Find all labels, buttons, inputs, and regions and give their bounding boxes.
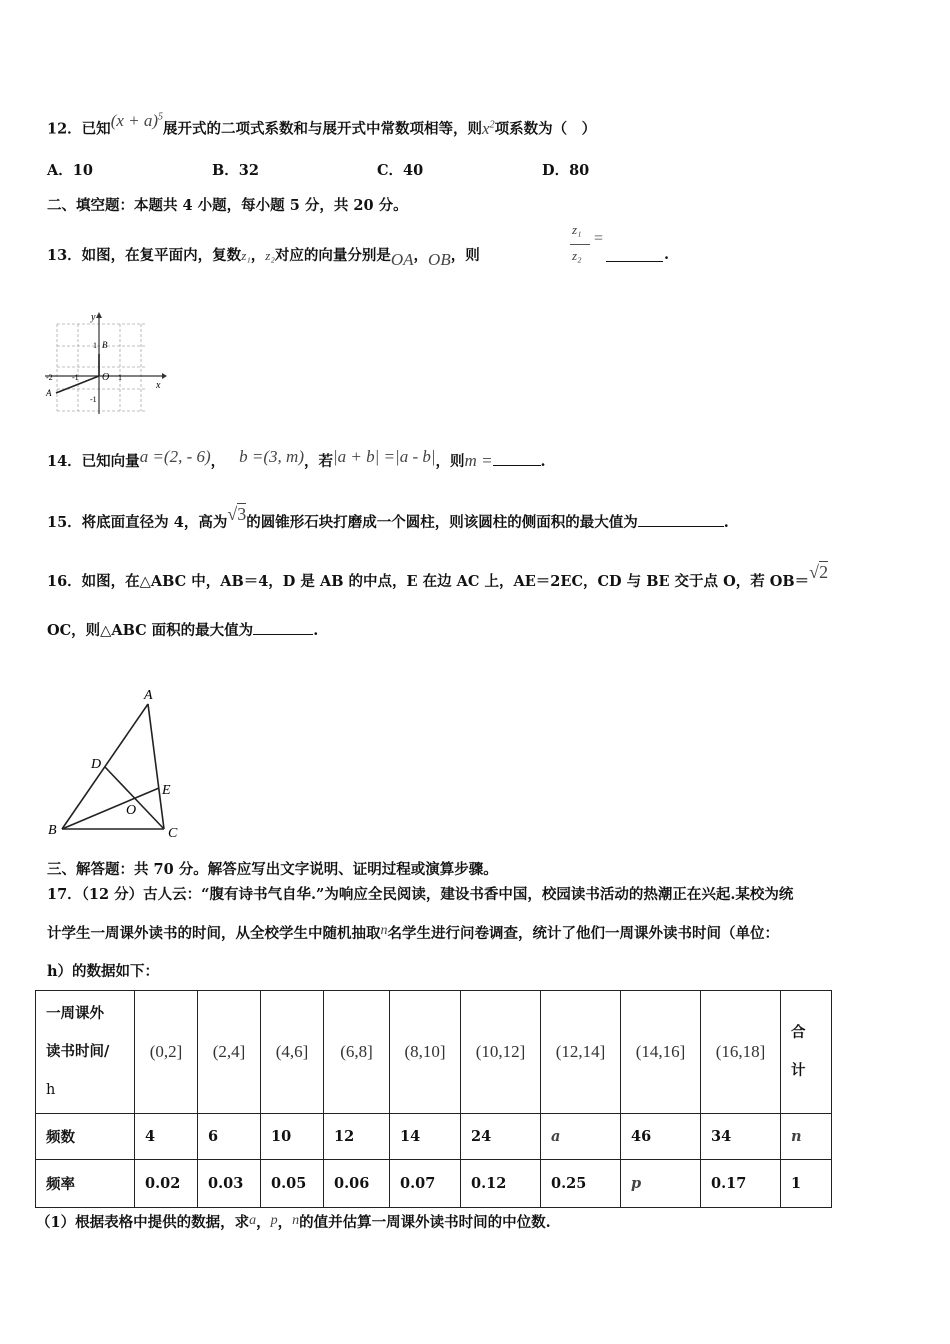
q13-x-arrow	[162, 373, 167, 379]
q12-stem	[47, 110, 597, 140]
q17-line3: h）的数据如下：	[47, 963, 160, 980]
q12-term-exp: 2	[489, 119, 495, 130]
interval-cell: (4,6]	[261, 991, 324, 1114]
q15-text: 的圆锥形石块打磨成一个圆柱，则该圆柱的侧面积的最大值为	[246, 514, 638, 531]
row-header-time-line3: h	[46, 1082, 56, 1098]
q12-text-end: 项系数为（ ）	[494, 120, 597, 138]
frequency-cell: 4	[135, 1114, 198, 1160]
total-header	[781, 991, 832, 1114]
q13-sep: ，	[250, 247, 266, 264]
q14-number: 14．已知向量	[47, 453, 140, 470]
frequency-cell: 10	[261, 1114, 324, 1160]
q16-line1	[47, 562, 829, 592]
table-row-interval	[36, 991, 832, 1114]
q16-end: .	[313, 622, 319, 639]
q12-number: 12．已知	[47, 120, 111, 138]
row-header-time	[36, 991, 135, 1114]
q16-label-a: A	[144, 688, 153, 703]
rate-cell: 0.02	[135, 1160, 198, 1208]
q17-line1: 17．（12 分）古人云：“腹有诗书气自华.”为响应全民阅读，建设书香中国，校园读书活动的热潮正在兴起.某校为统	[47, 886, 794, 903]
row-header-frequency: 频数	[36, 1114, 135, 1160]
q17-sub1-p: p	[270, 1213, 278, 1228]
rate-cell: 0.17	[701, 1160, 781, 1208]
q14-stem	[47, 447, 546, 472]
q13-tick-ym1: -1	[90, 395, 97, 404]
q17-line2b: 名学生进行问卷调查，统计了他们一周课外读书时间（单位：	[387, 925, 779, 942]
frequency-cell: 24	[461, 1114, 541, 1160]
q17-sub1-comma2: ，	[277, 1214, 293, 1231]
q17-sub1-text-a: （1）根据表格中提供的数据，求	[36, 1214, 250, 1231]
q12-text-mid: 展开式的二项式系数和与展开式中常数项相等，则	[163, 120, 483, 138]
total-header-line1: 合	[791, 1024, 806, 1041]
q12-expr	[111, 111, 163, 130]
q17-line2	[47, 924, 779, 945]
q12-term-base: x	[482, 118, 490, 138]
interval-cell: (6,8]	[324, 991, 390, 1114]
interval-cell: (10,12]	[461, 991, 541, 1114]
q15-stem	[47, 504, 729, 533]
q12-option-d[interactable]: D．80	[542, 162, 590, 179]
q13-fraction	[570, 222, 592, 270]
q13-frac-num: z₁	[572, 222, 582, 237]
interval-cell: (12,14]	[541, 991, 621, 1114]
q14-cond: |a + b| =|a - b|	[332, 447, 436, 466]
q13-stem	[47, 245, 480, 269]
q13-label-o: O	[102, 372, 110, 383]
q13-ob: OB	[428, 250, 451, 269]
q12-option-b[interactable]: B．32	[212, 162, 259, 179]
q15-sqrt: √3	[227, 504, 247, 524]
q13-text-mid: 对应的向量分别是	[274, 247, 391, 264]
q13-text-then: ，则	[450, 247, 480, 264]
frequency-cell: 34	[701, 1114, 781, 1160]
interval-cell: (2,4]	[198, 991, 261, 1114]
q12-option-a[interactable]: A．10	[47, 162, 93, 179]
q13-tick-xm2: -2	[46, 373, 53, 382]
q16-label-o: O	[126, 803, 137, 818]
q12-expr-exp: 5	[158, 111, 164, 122]
q14-b-expr: b =(3, m)	[239, 447, 304, 466]
q14-blank[interactable]	[493, 451, 541, 466]
rate-cell: 0.05	[261, 1160, 324, 1208]
interval-cell: (14,16]	[621, 991, 701, 1114]
q13-oa: OA	[390, 250, 414, 269]
q16-label-d: D	[91, 757, 102, 772]
frequency-cell: 12	[324, 1114, 390, 1160]
q16-label-c: C	[168, 826, 178, 841]
q13-label-x: x	[156, 380, 161, 391]
q13-frac-bar	[570, 244, 590, 245]
interval-cell: (0,2]	[135, 991, 198, 1114]
q17-sub1-text-b: 的值并估算一周课外读书时间的中位数.	[299, 1214, 551, 1231]
frequency-cell: n	[781, 1114, 832, 1160]
q17-line2a: 计学生一周课外读书的时间，从全校学生中随机抽取	[47, 925, 381, 942]
q12-option-c[interactable]: C．40	[377, 162, 424, 179]
q16-label-e: E	[162, 783, 171, 798]
q13-comma: ，	[413, 247, 429, 264]
q15-end: .	[723, 514, 729, 531]
q16-sqrt-val: 2	[819, 562, 829, 582]
rate-cell: 0.25	[541, 1160, 621, 1208]
total-header-line2: 计	[791, 1062, 806, 1079]
q13-tick-xm1: -1	[72, 373, 79, 382]
rate-cell: 0.03	[198, 1160, 261, 1208]
q13-figure	[40, 308, 170, 416]
q16-side-ac	[148, 704, 164, 829]
rate-cell: 0.07	[390, 1160, 461, 1208]
q16-blank[interactable]	[253, 620, 313, 635]
frequency-cell: 46	[621, 1114, 701, 1160]
q13-label-y: y	[91, 312, 96, 323]
row-header-time-line1: 一周课外	[46, 1005, 104, 1022]
q12-term	[482, 119, 495, 138]
q13-tick-y1: 1	[93, 341, 97, 350]
q15-sqrt-val: 3	[237, 504, 247, 524]
q13-y-arrow	[96, 312, 102, 318]
q16-line1-text: 16．如图，在△ABC 中，AB＝4，D 是 AB 的中点，E 在边 AC 上，AE＝2EC，CD 与 BE 交于点 O，若 OB＝	[47, 573, 810, 590]
frequency-cell: 6	[198, 1114, 261, 1160]
q17-sub1-comma1: ，	[256, 1214, 271, 1231]
rate-cell: 0.06	[324, 1160, 390, 1208]
q17-n-symbol: n	[380, 923, 388, 938]
q13-label-a: A	[46, 388, 52, 398]
q13-grid	[57, 324, 147, 411]
q14-end: .	[540, 453, 546, 470]
rate-cell: 0.12	[461, 1160, 541, 1208]
q14-text-then: ，则	[435, 453, 465, 470]
q14-a-expr: a =(2, - 6)	[139, 447, 211, 466]
q16-line2-text: OC，则△ABC 面积的最大值为	[47, 622, 254, 639]
q13-z1: z₁	[241, 248, 251, 263]
q14-m-eq: m =	[464, 451, 493, 470]
q13-frac-den: z₂	[572, 248, 582, 263]
q13-blank[interactable]	[606, 247, 663, 262]
q17-sub1-a: a	[249, 1213, 257, 1228]
section3-title: 三、解答题：共 70 分。解答应写出文字说明、证明过程或演算步骤。	[47, 861, 498, 878]
q13-tick-x1: 1	[118, 373, 122, 382]
rate-cell: p	[621, 1160, 701, 1208]
q12-expr-base: (x + a)	[110, 110, 159, 130]
rate-cell: 1	[781, 1160, 832, 1208]
q13-z2: z₂	[265, 248, 275, 263]
q15-blank[interactable]	[638, 512, 724, 527]
q13-end: .	[664, 246, 670, 263]
q17-frequency-table	[35, 990, 832, 1208]
q16-sqrt: √2	[809, 562, 829, 582]
interval-cell: (8,10]	[390, 991, 461, 1114]
q17-sub1	[36, 1213, 551, 1234]
section2-title: 二、填空题：本题共 4 小题，每小题 5 分，共 20 分。	[47, 197, 408, 214]
q15-number: 15．将底面直径为 4，高为	[47, 514, 228, 531]
row-header-rate: 频率	[36, 1160, 135, 1208]
q14-text-if: ，若	[303, 453, 333, 470]
row-header-time-line2: 读书时间/	[46, 1043, 110, 1060]
q13-eq: =	[594, 230, 604, 247]
q16-line2	[47, 620, 318, 641]
q13-label-b: B	[102, 340, 108, 350]
q16-label-b: B	[48, 823, 57, 838]
table-row-frequency	[36, 1114, 832, 1160]
frequency-cell: a	[541, 1114, 621, 1160]
table-row-rate	[36, 1160, 832, 1208]
frequency-cell: 14	[390, 1114, 461, 1160]
interval-cell: (16,18]	[701, 991, 781, 1114]
q16-figure	[40, 684, 190, 844]
q13-number: 13．如图，在复平面内，复数	[47, 247, 242, 264]
q14-comma: ，	[210, 453, 226, 470]
q17-sub1-n: n	[292, 1213, 300, 1228]
